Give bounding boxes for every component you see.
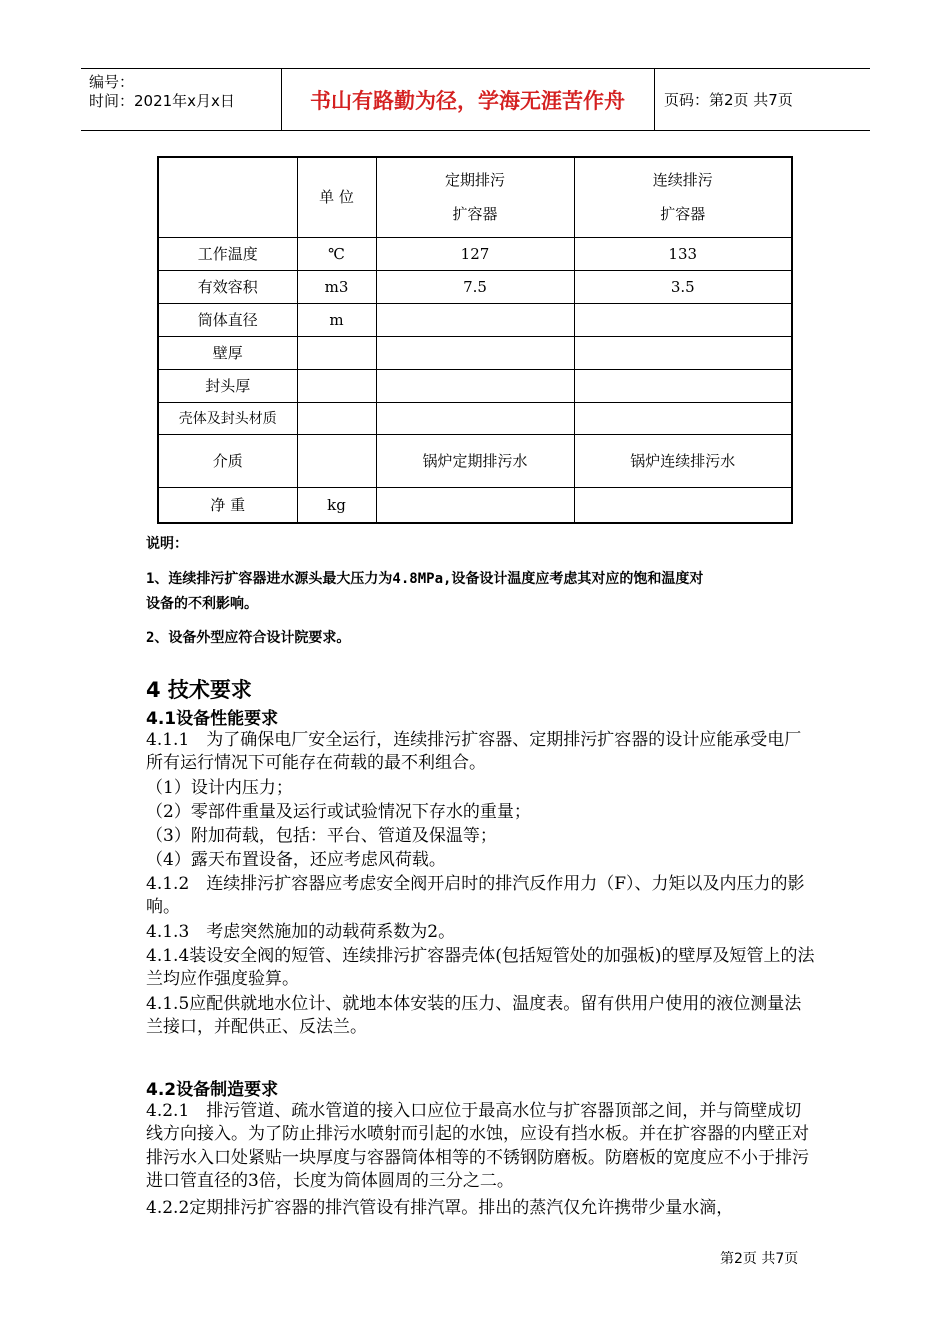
paragraph-4-1-5: 4.1.5应配供就地水位计、就地本体安装的压力、温度表。留有供用户使用的液位测量法兰接口，并配供正、反法兰。 bbox=[146, 994, 802, 1038]
header-cell-periodic: 定期排污 扩容器 bbox=[376, 157, 574, 237]
code-label: 编号： bbox=[89, 73, 135, 91]
table-row: 介质 锅炉定期排污水 锅炉连续排污水 bbox=[158, 434, 792, 487]
list-item: （3）附加荷载，包括：平台、管道及保温等； bbox=[146, 826, 497, 846]
table-row: 封头厚 bbox=[158, 369, 792, 402]
header-divider bbox=[654, 69, 655, 130]
subsection-title: 4.1设备性能要求 bbox=[146, 709, 279, 729]
paragraph-4-1-2: 4.1.2 连续排污扩容器应考虑安全阀开启时的排汽反作用力（F）、力矩以及内压力的影响。 bbox=[146, 874, 805, 918]
header-motto: 书山有路勤为径，学海无涯苦作舟 bbox=[310, 88, 625, 113]
note-item-1-line2: 设备的不利影响。 bbox=[146, 596, 258, 612]
header-cell-unit: 单 位 bbox=[297, 157, 376, 237]
note-item-1-line1: 1、连续排污扩容器进水源头最大压力为4.8MPa,设备设计温度应考虑其对应的饱和温度对 bbox=[146, 571, 704, 587]
paragraph-4-1-3: 4.1.3 考虑突然施加的动载荷系数为2。 bbox=[146, 922, 456, 942]
table-row: 壁厚 bbox=[158, 336, 792, 369]
spec-table bbox=[157, 156, 793, 524]
page-header bbox=[81, 68, 870, 131]
table-row: 筒体直径 m bbox=[158, 303, 792, 336]
table-row: 净 重 kg bbox=[158, 487, 792, 523]
table-row: 工作温度 ℃ 127 133 bbox=[158, 237, 792, 270]
section-title: 4 技术要求 bbox=[146, 678, 252, 702]
list-item: （1）设计内压力； bbox=[146, 778, 293, 798]
header-page-label: 页码：第2页 共7页 bbox=[664, 91, 793, 109]
notes-title: 说明： bbox=[146, 536, 188, 552]
table-row: 有效容积 m3 7.5 3.5 bbox=[158, 270, 792, 303]
list-item: （2）零部件重量及运行或试验情况下存水的重量； bbox=[146, 802, 531, 822]
page-footer: 第2页 共7页 bbox=[720, 1251, 799, 1267]
header-meta bbox=[89, 73, 235, 111]
table-header-row bbox=[158, 157, 792, 237]
note-item-2: 2、设备外型应符合设计院要求。 bbox=[146, 630, 351, 646]
table-row: 壳体及封头材质 bbox=[158, 402, 792, 434]
header-cell-continuous: 连续排污 扩容器 bbox=[574, 157, 792, 237]
paragraph-4-2-1: 4.2.1 排污管道、疏水管道的接入口应位于最高水位与扩容器顶部之间，并与筒壁成切线方向接入。为了防止排污水喷射而引起的水蚀，应设有挡水板。并在扩容器的内壁正对排污水入口处紧贴一块厚度与容器筒体相等的不锈钢防磨板。防磨板的宽度应不小于排污进口管直径的3倍，长度为筒体圆周的三分之二。 bbox=[146, 1101, 809, 1192]
subsection-title: 4.2设备制造要求 bbox=[146, 1080, 279, 1100]
paragraph-4-1-4: 4.1.4装设安全阀的短管、连续排污扩容器壳体(包括短管处的加强板)的壁厚及短管上的法兰均应作强度验算。 bbox=[146, 946, 815, 990]
header-cell-empty bbox=[158, 157, 297, 237]
list-item: （4）露天布置设备，还应考虑风荷载。 bbox=[146, 850, 446, 870]
paragraph-4-2-2: 4.2.2定期排污扩容器的排汽管设有排汽罩。排出的蒸汽仅允许携带少量水滴， bbox=[146, 1198, 734, 1218]
paragraph-4-1-1: 4.1.1 为了确保电厂安全运行，连续排污扩容器、定期排污扩容器的设计应能承受电厂所有运行情况下可能存在荷载的最不利组合。 bbox=[146, 730, 802, 774]
date-label: 时间：2021年x月x日 bbox=[89, 92, 235, 110]
